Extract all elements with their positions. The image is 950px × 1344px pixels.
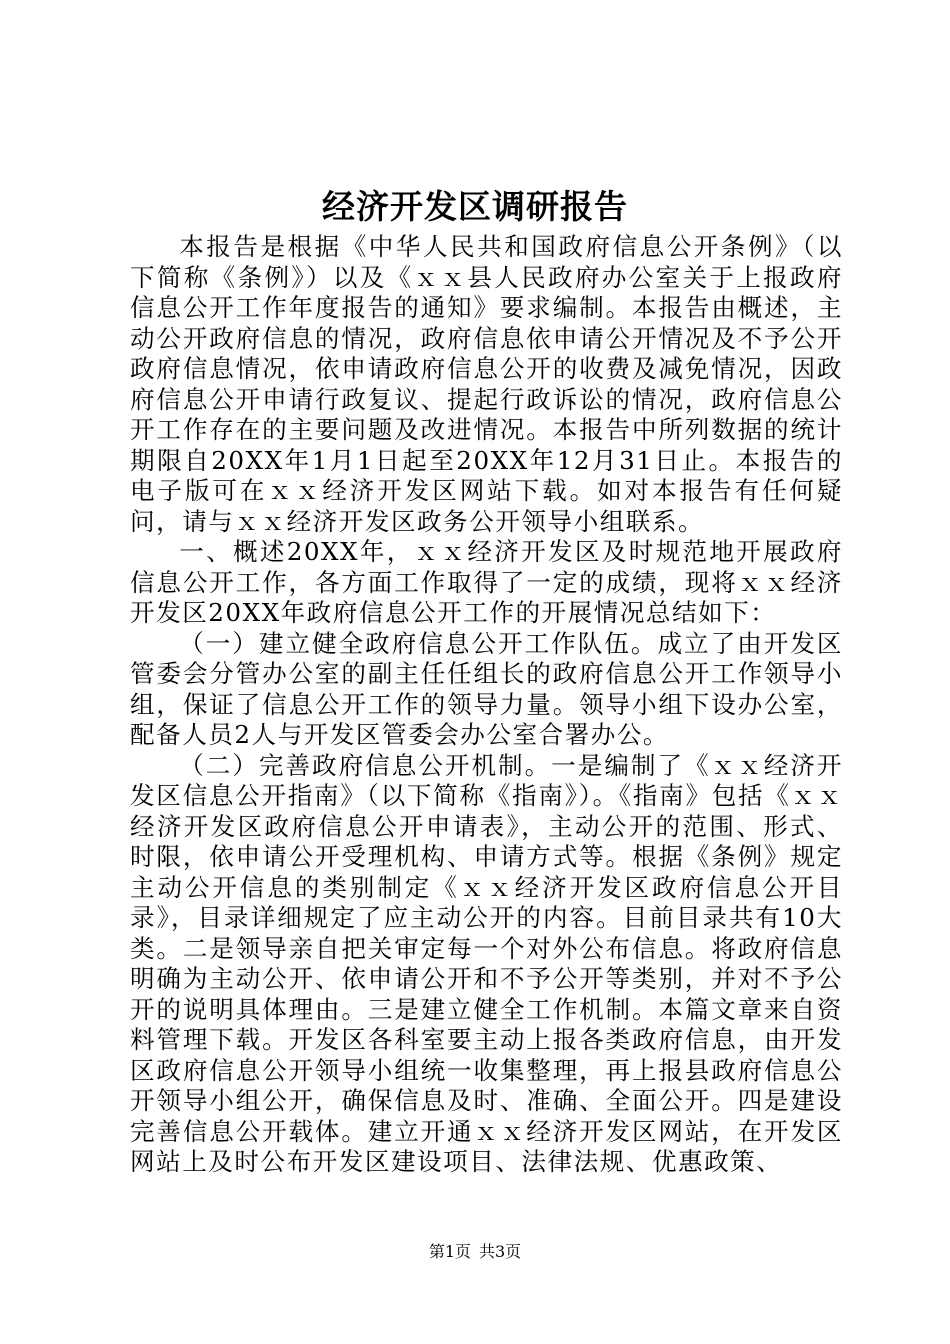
- page-total: 共3页: [479, 1242, 522, 1261]
- paragraph-section-1: （一）建立健全政府信息公开工作队伍。成立了由开发区管委会分管办公室的副主任任组长的政府信息公开工作领导小组，保证了信息公开工作的领导力量。领导小组下设办公室，配备人员2人与开发区管委会办公室合署办公。: [130, 628, 843, 749]
- document-title: 经济开发区调研报告: [322, 187, 628, 226]
- paragraph-overview: 一、概述20XX年，ｘｘ经济开发区及时规范地开展政府信息公开工作，各方面工作取得了一定的成绩，现将ｘｘ经济开发区20XX年政府信息公开工作的开展情况总结如下：: [130, 537, 843, 627]
- page-footer: [0, 1240, 950, 1264]
- paragraph-intro: 本报告是根据《中华人民共和国政府信息公开条例》（以下简称《条例》）以及《ｘｘ县人民政府办公室关于上报政府信息公开工作年度报告的通知》要求编制。本报告由概述，主动公开政府信息的情况，政府信息依申请公开情况及不予公开政府信息情况，依申请政府信息公开的收费及减免情况，因政府信息公开申请行政复议、提起行政诉讼的情况，政府信息公开工作存在的主要问题及改进情况。本报告中所列数据的统计期限自20XX年1月1日起至20XX年12月31日止。本报告的电子版可在ｘｘ经济开发区网站下载。如对本报告有任何疑问，请与ｘｘ经济开发区政务公开领导小组联系。: [130, 232, 843, 536]
- page-number: 第1页: [428, 1242, 471, 1261]
- document-body: [130, 232, 843, 1178]
- paragraph-section-2: （二）完善政府信息公开机制。一是编制了《ｘｘ经济开发区信息公开指南》（以下简称《指南》）。《指南》包括《ｘｘ经济开发区政府信息公开申请表》，主动公开的范围、形式、时限，依申请公开受理机构、申请方式等。根据《条例》规定主动公开信息的类别制定《ｘｘ经济开发区政府信息公开目录》，目录详细规定了应主动公开的内容。目前目录共有10大类。二是领导亲自把关审定每一个对外公布信息。将政府信息明确为主动公开、依申请公开和不予公开等类别，并对不予公开的说明具体理由。三是建立健全工作机制。本篇文章来自资料管理下载。开发区各科室要主动上报各类政府信息，由开发区政府信息公开领导小组统一收集整理，再上报县政府信息公开领导小组公开，确保信息及时、准确、全面公开。四是建设完善信息公开载体。建立开通ｘｘ经济开发区网站，在开发区网站上及时公布开发区建设项目、法律法规、优惠政策、: [130, 750, 843, 1176]
